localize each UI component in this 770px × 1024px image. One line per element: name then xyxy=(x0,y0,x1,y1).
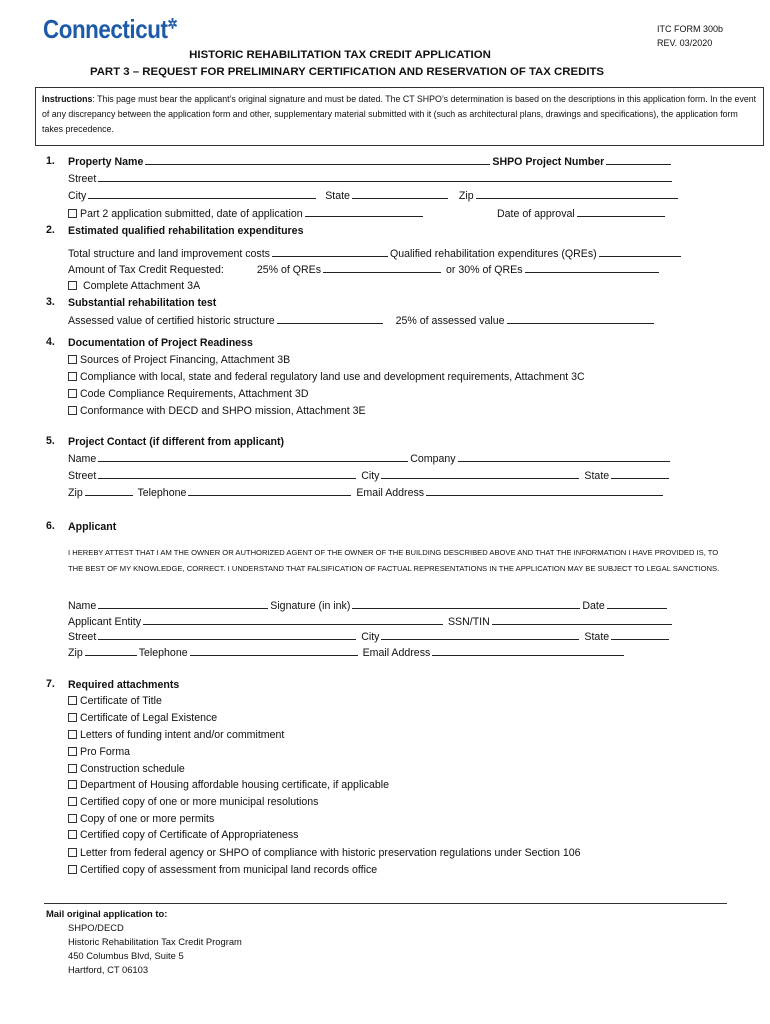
applicant-email-field[interactable] xyxy=(432,646,624,656)
readiness-label: Sources of Project Financing, Attachment 3B xyxy=(80,354,291,366)
attachment-checkbox[interactable] xyxy=(68,696,77,705)
connecticut-logo xyxy=(43,14,177,45)
state-field[interactable] xyxy=(352,189,448,199)
contact-city-label: City xyxy=(361,470,380,482)
contact-email-field[interactable] xyxy=(426,486,663,496)
applicant-state-field[interactable] xyxy=(611,630,669,640)
footer-divider xyxy=(44,903,727,904)
entity-field[interactable] xyxy=(143,615,443,625)
attach3a-label: Complete Attachment 3A xyxy=(82,280,201,292)
contact-city-field[interactable] xyxy=(381,469,579,479)
applicant-street-field[interactable] xyxy=(98,630,356,640)
city-field[interactable] xyxy=(88,189,316,199)
readiness-label: Compliance with local, state and federal regulatory land use and development requirements, Attachment 3C xyxy=(80,371,585,383)
total-costs-label: Total structure and land improvement costs xyxy=(68,248,270,260)
form-id: ITC FORM 300b xyxy=(657,24,724,34)
attachment-label: Certified copy of Certificate of Appropriateness xyxy=(80,829,299,841)
contact-row-name xyxy=(68,452,672,466)
applicant-email-label: Email Address xyxy=(362,647,431,659)
applicant-row-street xyxy=(68,630,671,644)
readiness-checkbox[interactable] xyxy=(68,389,77,398)
applicant-zip-label: Zip xyxy=(68,647,83,659)
applicant-state-label: State xyxy=(584,631,610,643)
pct25-field[interactable] xyxy=(323,263,441,273)
pct30-field[interactable] xyxy=(525,263,659,273)
applicant-city-label: City xyxy=(361,631,380,643)
contact-name-field[interactable] xyxy=(98,452,408,462)
page-title: HISTORIC REHABILITATION TAX CREDIT APPLICATION xyxy=(189,49,491,61)
attachment-label: Department of Housing affordable housing certificate, if applicable xyxy=(80,779,389,791)
readiness-checkbox[interactable] xyxy=(68,372,77,381)
contact-row-street xyxy=(68,469,671,483)
section-1-row-street xyxy=(68,172,674,186)
instructions-label: Instructions xyxy=(42,94,93,104)
ssn-field[interactable] xyxy=(492,615,672,625)
attachment-checkbox[interactable] xyxy=(68,780,77,789)
approval-date-field[interactable] xyxy=(577,207,665,217)
part2-label: Part 2 application submitted, date of application xyxy=(80,208,303,220)
applicant-telephone-field[interactable] xyxy=(190,646,358,656)
attachment-item xyxy=(68,795,318,809)
applicant-name-label: Name xyxy=(68,600,97,612)
attachment-item xyxy=(68,846,581,860)
entity-label: Applicant Entity xyxy=(68,616,142,628)
attachment-label: Construction schedule xyxy=(80,763,185,775)
shpo-number-field[interactable] xyxy=(606,155,671,165)
attachment-checkbox[interactable] xyxy=(68,865,77,874)
applicant-telephone-label: Telephone xyxy=(138,647,188,659)
section-1-row-property xyxy=(68,155,673,169)
section-4-heading: Documentation of Project Readiness xyxy=(68,337,253,349)
contact-company-label: Company xyxy=(410,453,456,465)
pct-assessed-field[interactable] xyxy=(507,314,654,324)
zip-field[interactable] xyxy=(476,189,678,199)
approval-row xyxy=(497,207,667,221)
readiness-checkbox[interactable] xyxy=(68,406,77,415)
section-1-row-city xyxy=(68,189,680,203)
qres-field[interactable] xyxy=(599,247,681,257)
attachment-checkbox[interactable] xyxy=(68,730,77,739)
applicant-row-entity xyxy=(68,615,674,629)
applicant-street-label: Street xyxy=(68,631,97,643)
section-5-number: 5. xyxy=(46,435,55,447)
section-6-heading: Applicant xyxy=(68,521,117,533)
attachment-checkbox[interactable] xyxy=(68,830,77,839)
attachment-label: Certified copy of one or more municipal resolutions xyxy=(80,796,319,808)
attachment-label: Letter from federal agency or SHPO of compliance with historic preservation regulations under Section 106 xyxy=(80,847,581,859)
attachment-item xyxy=(68,762,185,776)
applicant-row-name xyxy=(68,599,669,613)
pct25-label: 25% of QREs xyxy=(256,264,321,276)
contact-name-label: Name xyxy=(68,453,97,465)
shpo-number-label: SHPO Project Number xyxy=(492,156,605,168)
attachment-item xyxy=(68,694,162,708)
section-2-heading: Estimated qualified rehabilitation expenditures xyxy=(68,225,304,237)
contact-zip-field[interactable] xyxy=(85,486,133,496)
instructions-text: : This page must bear the applicant’s original signature and must be dated. The CT SHPO’s determination is based on the descriptions in this application form. In the event of any discrepancy between the application form and other, supplementary material submitted with it (such as architectural plans, drawings and specifications), the application form takes precedence. xyxy=(42,94,757,134)
assessed-label: Assessed value of certified historic structure xyxy=(68,315,275,327)
readiness-checkbox[interactable] xyxy=(68,355,77,364)
pct30-label: or 30% of QREs xyxy=(445,264,523,276)
street-label: Street xyxy=(68,173,97,185)
mail-line-4: Hartford, CT 06103 xyxy=(68,964,149,975)
readiness-label: Code Compliance Requirements, Attachment 3D xyxy=(80,388,309,400)
attachment-checkbox[interactable] xyxy=(68,764,77,773)
contact-state-label: State xyxy=(584,470,610,482)
attachment-item xyxy=(68,778,389,792)
attachment-label: Certified copy of assessment from municipal land records office xyxy=(80,864,378,876)
section-1-row-part2 xyxy=(68,207,425,221)
section-3-heading: Substantial rehabilitation test xyxy=(68,297,217,309)
attachment-checkbox[interactable] xyxy=(68,713,77,722)
instructions-box xyxy=(35,87,764,146)
contact-telephone-field[interactable] xyxy=(188,486,351,496)
attachment-item xyxy=(68,812,214,826)
applicant-row-zip xyxy=(68,646,626,660)
contact-company-field[interactable] xyxy=(458,452,670,462)
contact-row-zip xyxy=(68,486,665,500)
section-4-number: 4. xyxy=(46,336,55,348)
mail-heading: Mail original application to: xyxy=(46,908,168,919)
section-1-number: 1. xyxy=(46,155,55,167)
approval-label: Date of approval xyxy=(497,208,575,220)
section-6-number: 6. xyxy=(46,520,55,532)
mail-line-2: Historic Rehabilitation Tax Credit Program xyxy=(68,936,242,947)
part2-checkbox[interactable] xyxy=(68,209,77,218)
attachment-checkbox[interactable] xyxy=(68,747,77,756)
applicant-date-field[interactable] xyxy=(607,599,667,609)
attachment-item xyxy=(68,745,130,759)
attachment-label: Copy of one or more permits xyxy=(80,813,215,825)
assessed-field[interactable] xyxy=(277,314,383,324)
signature-label: Signature (in ink) xyxy=(270,600,351,612)
applicant-name-field[interactable] xyxy=(98,599,268,609)
attachment-label: Certificate of Legal Existence xyxy=(80,712,218,724)
readiness-item xyxy=(68,387,308,401)
applicant-date-label: Date xyxy=(582,600,605,612)
property-name-field[interactable] xyxy=(145,155,490,165)
contact-state-field[interactable] xyxy=(611,469,669,479)
attestation-text: I HEREBY ATTEST THAT I AM THE OWNER OR AUTHORIZED AGENT OF THE OWNER OF THE BUILDING DESCRIBED ABOVE AND THAT THE INFORMATION I HAVE PROVIDED IS, TO THE BEST OF MY KNOWLEDGE, CORRECT. I UNDERSTAND THAT FALSIFICATION OF FACTUAL REPRESENTATIONS IN THE APPLICATION MAY BE SUBJECT TO LEGAL SANCTIONS. xyxy=(68,548,720,573)
signature-field[interactable] xyxy=(352,599,580,609)
state-label: State xyxy=(325,190,350,202)
form-id-block xyxy=(657,22,723,50)
part2-date-field[interactable] xyxy=(305,207,423,217)
section-7-number: 7. xyxy=(46,678,55,690)
attachment-checkbox[interactable] xyxy=(68,797,77,806)
attachment-label: Letters of funding intent and/or commitment xyxy=(80,729,285,741)
section-5-heading: Project Contact (if different from applicant) xyxy=(68,436,285,448)
applicant-zip-field[interactable] xyxy=(85,646,137,656)
qres-label: Qualified rehabilitation expenditures (QREs) xyxy=(389,248,597,260)
section-2-number: 2. xyxy=(46,224,55,236)
readiness-item xyxy=(68,404,366,418)
contact-street-field[interactable] xyxy=(98,469,356,479)
attachment-item xyxy=(68,711,217,725)
amount-label: Amount of Tax Credit Requested: xyxy=(68,264,224,276)
zip-label: Zip xyxy=(458,190,474,202)
logo-text: Connecticut xyxy=(43,14,168,44)
section-3-row-assessed xyxy=(68,314,656,328)
readiness-item xyxy=(68,353,290,367)
attachment-label: Pro Forma xyxy=(80,746,131,758)
section-2-row-amount xyxy=(68,263,661,277)
section-2-row-attach xyxy=(68,279,200,293)
pct-assessed-label: 25% of assessed value xyxy=(395,315,505,327)
revision: REV. 03/2020 xyxy=(657,38,713,48)
readiness-item xyxy=(68,370,585,384)
section-7-heading: Required attachments xyxy=(68,679,180,691)
attachment-label: Certificate of Title xyxy=(80,695,162,707)
section-3-number: 3. xyxy=(46,296,55,308)
page-subtitle: PART 3 – REQUEST FOR PRELIMINARY CERTIFICATION AND RESERVATION OF TAX CREDITS xyxy=(89,66,605,78)
contact-email-label: Email Address xyxy=(356,487,425,499)
contact-street-label: Street xyxy=(68,470,97,482)
ssn-label: SSN/TIN xyxy=(447,616,490,628)
city-label: City xyxy=(68,190,87,202)
section-2-row-costs xyxy=(68,247,683,261)
attachment-checkbox[interactable] xyxy=(68,814,77,823)
attachment-item xyxy=(68,728,284,742)
property-name-label: Property Name xyxy=(68,156,144,168)
logo-mark-icon: ✲ xyxy=(167,15,178,32)
attachment-item xyxy=(68,828,298,842)
mail-line-3: 450 Columbus Blvd, Suite 5 xyxy=(68,950,184,961)
contact-zip-label: Zip xyxy=(68,487,83,499)
readiness-label: Conformance with DECD and SHPO mission, Attachment 3E xyxy=(80,405,366,417)
attach3a-checkbox[interactable] xyxy=(68,281,77,290)
contact-telephone-label: Telephone xyxy=(137,487,187,499)
mail-line-1: SHPO/DECD xyxy=(68,922,124,933)
attachment-item xyxy=(68,863,377,877)
street-field[interactable] xyxy=(98,172,672,182)
attachment-checkbox[interactable] xyxy=(68,848,77,857)
total-costs-field[interactable] xyxy=(272,247,388,257)
applicant-city-field[interactable] xyxy=(381,630,579,640)
